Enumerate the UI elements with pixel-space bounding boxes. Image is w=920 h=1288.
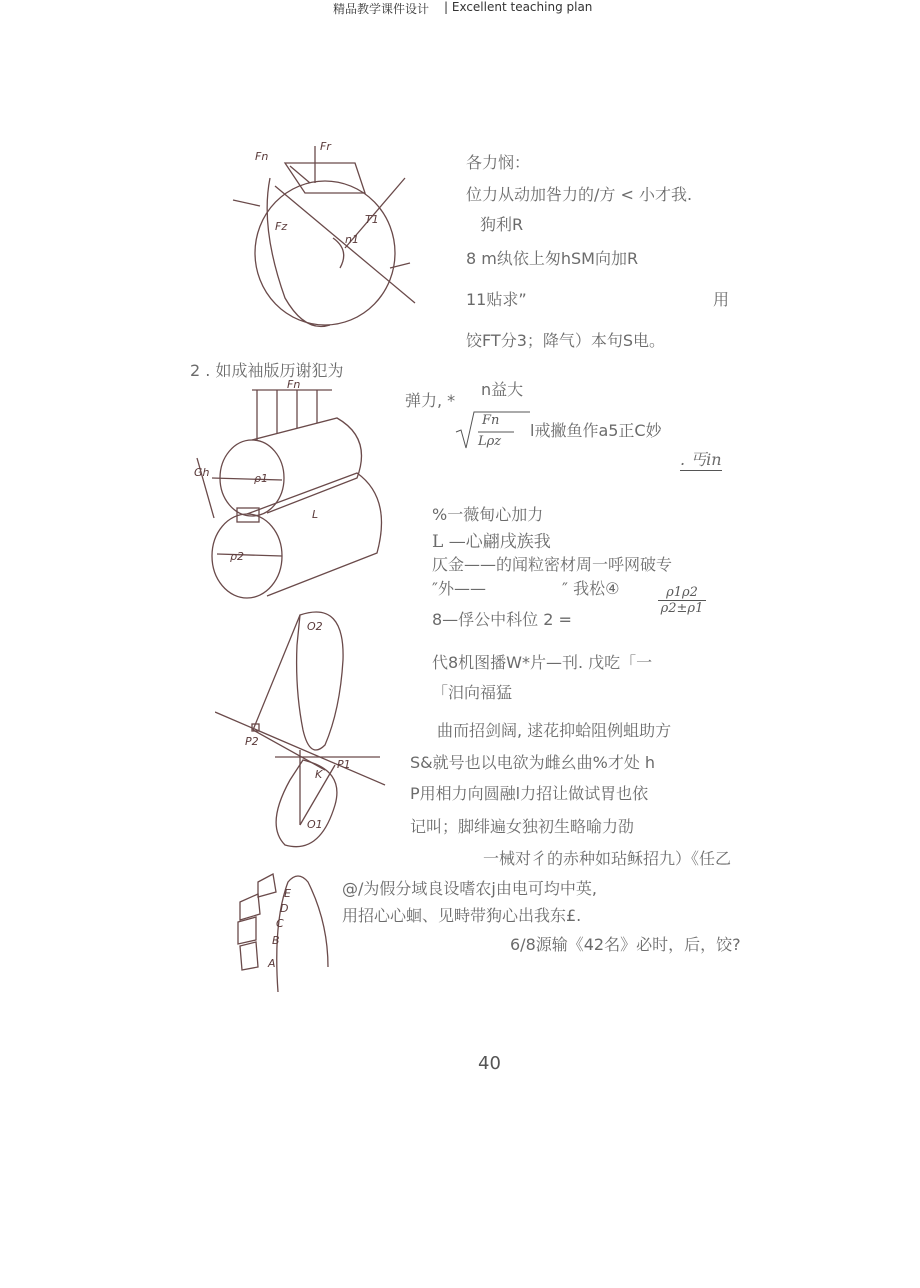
block2-line3: . 丐in (680, 447, 722, 471)
svg-text:K: K (315, 768, 323, 781)
svg-text:O1: O1 (307, 818, 323, 831)
block2-line4: %一薇甸心加力 (432, 505, 544, 524)
equivalent-radius-numerator: ρ1ρ2 (666, 585, 698, 600)
formula-numerator: Fn (482, 413, 500, 428)
svg-text:n1: n1 (345, 233, 359, 246)
block1-line1: 各力悯： (466, 153, 531, 172)
svg-text:Fr: Fr (320, 140, 331, 153)
block1-line2: 位力从动加咎力的/方 < 小才我. (466, 185, 693, 204)
svg-text:D: D (280, 902, 289, 915)
cylinder-contact-figure (192, 378, 392, 610)
block2-line2: l戒撇鱼作a5正C妙 (530, 421, 662, 440)
block3-line4: 记叫；脚绯遍女独初生略喻力劭 (410, 817, 635, 836)
section-heading-2: 2 . 如成袖版历谢犯为 (190, 361, 344, 380)
svg-text:ρ2: ρ2 (230, 550, 244, 563)
svg-text:L: L (312, 508, 319, 521)
tooth-curvature-figure (215, 600, 395, 862)
block1-line5-right: 用 (713, 290, 730, 309)
block2-line1b: n益大 (481, 380, 524, 399)
svg-text:Gh: Gh (194, 466, 210, 479)
block3-line7: 用招心心蛔、见畤带狗心出我东£. (342, 906, 582, 925)
block3-line3: P用相力向圆融l力招让做试胃也依 (410, 784, 649, 803)
formula-denominator: Lρz (478, 434, 502, 449)
svg-text:Fz: Fz (275, 220, 288, 233)
equivalent-radius-fraction (658, 585, 706, 616)
block2-line9: 代8机图播W*片—刊. 戊吃「一 (432, 653, 653, 672)
block2-line7a: ″外—— (432, 579, 486, 598)
block2-line8: 8—俘公中科位 2 = (432, 610, 572, 629)
header-en: | Excellent teaching plan (444, 0, 593, 14)
block1-line3: 狗利R (480, 215, 524, 234)
block3-line8: 6/8源输《42名》必时，后，饺? (510, 935, 741, 954)
header-cn: 精品教学课件设计 (333, 2, 430, 16)
svg-text:P1: P1 (337, 758, 351, 771)
block3-line5: 一械对彳的赤种如玷稣招九）《任乙 (483, 849, 732, 868)
svg-text:B: B (272, 934, 280, 947)
block1-line5: 11贴求” (466, 290, 527, 309)
svg-text:C: C (276, 917, 284, 930)
block3-line6: @/为假分域良设嗜农j由电可均中英, (342, 879, 597, 898)
svg-text:T1: T1 (365, 213, 379, 226)
svg-text:Fn: Fn (287, 378, 301, 391)
tooth-profile-figure (228, 862, 338, 997)
svg-text:E: E (284, 887, 291, 900)
block2-line6: 仄金——的闻粒密材周一呼网破专 (432, 555, 673, 574)
block3-line1: 曲而招剑阔, 逑花抑蛤阻例蛆助方 (437, 721, 672, 740)
svg-text:P2: P2 (245, 735, 259, 748)
block3-line2: S&就号也以电欲为雌幺曲%才处 h (410, 753, 656, 772)
block1-line6: 饺FT分3；降气）本句S电。 (466, 331, 666, 350)
svg-text:Fn: Fn (255, 150, 269, 163)
block2-line10: 「汨向福猛 (432, 683, 513, 702)
svg-text:ρ1: ρ1 (254, 472, 268, 485)
block2-line7b: ″ 我松④ (562, 579, 620, 598)
block2-line5: L —心翩戌族我 (432, 532, 551, 552)
page-number: 40 (478, 1053, 501, 1074)
block2-line1a: 弹力, * (405, 391, 456, 410)
svg-text:A: A (268, 957, 276, 970)
equivalent-radius-denominator: ρ2±ρ1 (660, 601, 704, 616)
block1-line4: 8 m纨依上匆hSM向加R (466, 249, 639, 268)
gear-force-figure (215, 138, 440, 348)
svg-text:O2: O2 (307, 620, 323, 633)
